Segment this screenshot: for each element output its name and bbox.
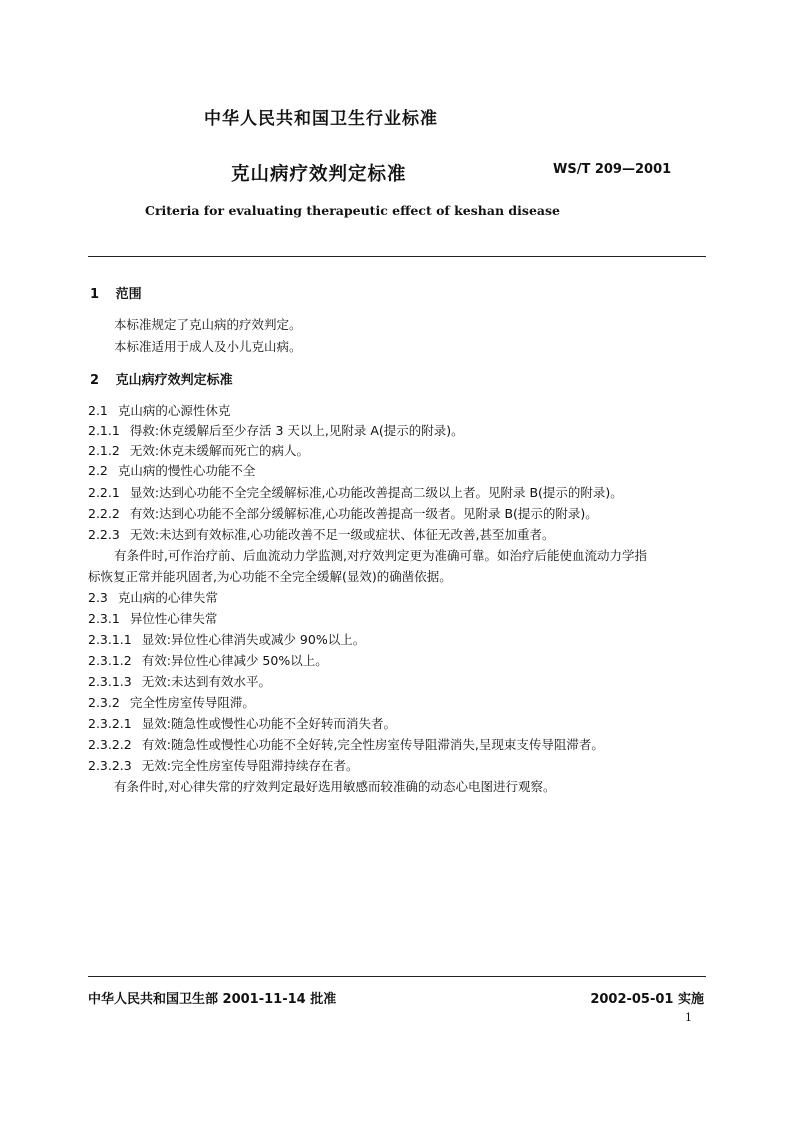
clause-number: 2.2 xyxy=(88,463,108,478)
clause-number: 2.3.2.1 xyxy=(88,716,132,731)
clause-number: 2.3.1.1 xyxy=(88,632,132,647)
header-divider xyxy=(88,256,706,257)
doc-title: 克山病疗效判定标准 xyxy=(231,164,407,185)
clause-text: 异位性心律失常 xyxy=(129,611,218,626)
effective-date: 2002-05-01 实施 xyxy=(590,992,704,1007)
issuing-org: 中华人民共和国卫生行业标准 xyxy=(204,109,438,129)
clause-number: 2.3.2 xyxy=(88,695,120,710)
clause-text: 克山病的慢性心功能不全 xyxy=(117,463,256,478)
paragraph-hemodynamics-line-2: 标恢复正常并能巩固者,为心功能不全完全缓解(显效)的确凿依据。 xyxy=(88,569,452,584)
standard-code: WS/T 209—2001 xyxy=(553,162,672,177)
clause-text: 显效:达到心功能不全完全缓解标准,心功能改善提高二级以上者。见附录 B(提示的附录)。 xyxy=(129,485,623,500)
section-1-para-1: 本标准规定了克山病的疗效判定。 xyxy=(114,317,302,332)
section-2-number: 2 xyxy=(90,373,100,388)
clause-text: 有效:随急性或慢性心功能不全好转,完全性房室传导阻滞消失,呈现束支传导阻滞者。 xyxy=(141,737,604,752)
clause-text: 显效:异位性心律消失或减少 90%以上。 xyxy=(141,632,366,647)
clause-2-2-3 xyxy=(88,525,554,543)
doc-subtitle-en: Criteria for evaluating therapeutic effect of keshan disease xyxy=(145,203,560,218)
paragraph-hemodynamics-line-1: 有条件时,可作治疗前、后血流动力学监测,对疗效判定更为准确可靠。如治疗后能使血流动力学指 xyxy=(114,548,647,563)
clause-number: 2.3.1.3 xyxy=(88,674,132,689)
approval-line: 中华人民共和国卫生部 2001-11-14 批准 xyxy=(88,992,337,1007)
clause-number: 2.3.2.3 xyxy=(88,758,132,773)
clause-number: 2.2.1 xyxy=(88,485,120,500)
clause-number: 2.2.2 xyxy=(88,506,120,521)
clause-text: 显效:随急性或慢性心功能不全好转而消失者。 xyxy=(141,716,396,731)
clause-number: 2.1 xyxy=(88,403,108,418)
section-1-para-2: 本标准适用于成人及小儿克山病。 xyxy=(114,339,302,354)
clause-2-3-2-1 xyxy=(88,714,396,732)
clause-2-2 xyxy=(88,461,255,479)
clause-number: 2.3.2.2 xyxy=(88,737,132,752)
clause-text: 无效:休克未缓解而死亡的病人。 xyxy=(129,443,310,458)
clause-2-1 xyxy=(88,401,230,419)
clause-2-3-2-2 xyxy=(88,735,604,753)
clause-2-1-2 xyxy=(88,441,309,459)
clause-text: 有效:达到心功能不全部分缓解标准,心功能改善提高一级者。见附录 B(提示的附录)。 xyxy=(129,506,598,521)
section-1-title: 范围 xyxy=(115,287,142,302)
paragraph-holter: 有条件时,对心律失常的疗效判定最好选用敏感而较准确的动态心电图进行观察。 xyxy=(114,779,556,794)
section-2-title: 克山病疗效判定标准 xyxy=(115,373,233,388)
clause-2-1-1 xyxy=(88,421,464,439)
clause-2-3-1 xyxy=(88,609,217,627)
clause-2-2-2 xyxy=(88,504,598,522)
section-1-number: 1 xyxy=(90,287,100,302)
clause-text: 无效:未达到有效水平。 xyxy=(141,674,271,689)
page-number: 1 xyxy=(685,1011,692,1024)
clause-2-3-2-3 xyxy=(88,756,358,774)
clause-number: 2.3.1.2 xyxy=(88,653,132,668)
clause-text: 得救:休克缓解后至少存活 3 天以上,见附录 A(提示的附录)。 xyxy=(129,423,464,438)
clause-text: 无效:完全性房室传导阻滞持续存在者。 xyxy=(141,758,359,773)
clause-2-3-1-1 xyxy=(88,630,365,648)
clause-text: 克山病的心律失常 xyxy=(117,590,218,605)
clause-2-3 xyxy=(88,588,218,606)
section-1-heading xyxy=(90,283,142,302)
clause-number: 2.3.1 xyxy=(88,611,120,626)
clause-number: 2.1.1 xyxy=(88,423,120,438)
clause-number: 2.3 xyxy=(88,590,108,605)
clause-2-3-2 xyxy=(88,693,255,711)
clause-number: 2.1.2 xyxy=(88,443,120,458)
clause-number: 2.2.3 xyxy=(88,527,120,542)
clause-text: 有效:异位性心律减少 50%以上。 xyxy=(141,653,328,668)
footer-divider xyxy=(88,976,706,977)
section-2-heading xyxy=(90,369,233,388)
clause-2-3-1-3 xyxy=(88,672,271,690)
clause-2-3-1-2 xyxy=(88,651,328,669)
clause-2-2-1 xyxy=(88,483,623,501)
clause-text: 克山病的心源性休克 xyxy=(117,403,231,418)
clause-text: 无效:未达到有效标准,心功能改善不足一级或症状、体征无改善,甚至加重者。 xyxy=(129,527,555,542)
clause-text: 完全性房室传导阻滞。 xyxy=(129,695,255,710)
